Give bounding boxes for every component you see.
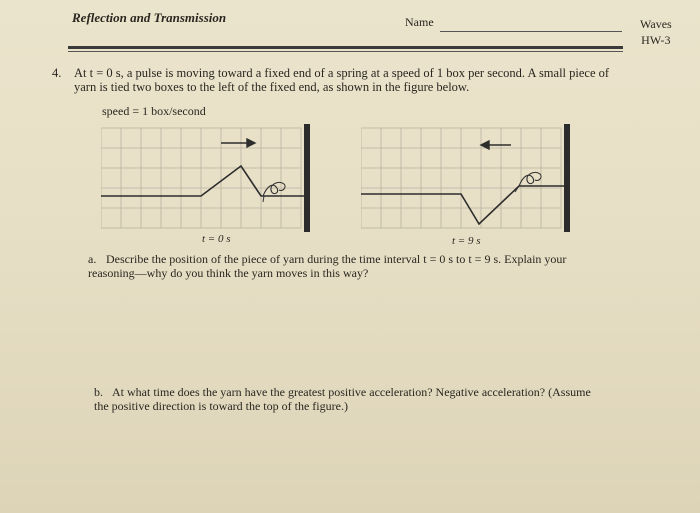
header-rule-thin [68,51,623,52]
yarn-icon [519,172,541,186]
hw-label: HW-3 [641,33,671,47]
right-arrow-icon [221,139,255,147]
yarn-tail [263,196,264,202]
fixed-end-wall [564,124,570,232]
part-b-letter: b. [94,385,103,399]
spring-with-inverted-pulse [361,186,566,224]
question-text: At t = 0 s, a pulse is moving toward a fixed end of a spring at a speed of 1 box per second. A small piece of yarn is tied two boxes to the left of the fixed end, as shown in the figure below. [74,66,610,94]
yarn-icon [263,182,285,196]
worksheet-title: Reflection and Transmission [72,10,227,25]
fixed-end-wall [304,124,310,232]
name-field-line [440,31,622,32]
header-rule-thick [68,46,623,49]
part-a-text: Describe the position of the piece of yarn during the time interval t = 0 s to t = 9 s. Explain your reasoning—why do you think the yarn moves in this way? [88,252,567,280]
spring-figure-t0 [101,124,341,232]
spring-with-pulse [101,166,306,196]
name-label: Name [405,15,434,29]
grid [361,128,561,228]
part-b-text: At what time does the yarn have the greatest positive acceleration? Negative acceleration? (Assume the positive direction is toward the top of the figure.) [94,385,591,413]
speed-label: speed = 1 box/second [102,104,206,118]
caption-t9: t = 9 s [452,235,481,247]
unit-block [640,16,672,48]
question-number: 4. [52,66,62,80]
grid [101,128,301,228]
part-a-letter: a. [88,252,97,266]
spring-figure-t9 [361,124,601,232]
caption-t0: t = 0 s [202,233,231,245]
unit-label: Waves [640,17,672,31]
